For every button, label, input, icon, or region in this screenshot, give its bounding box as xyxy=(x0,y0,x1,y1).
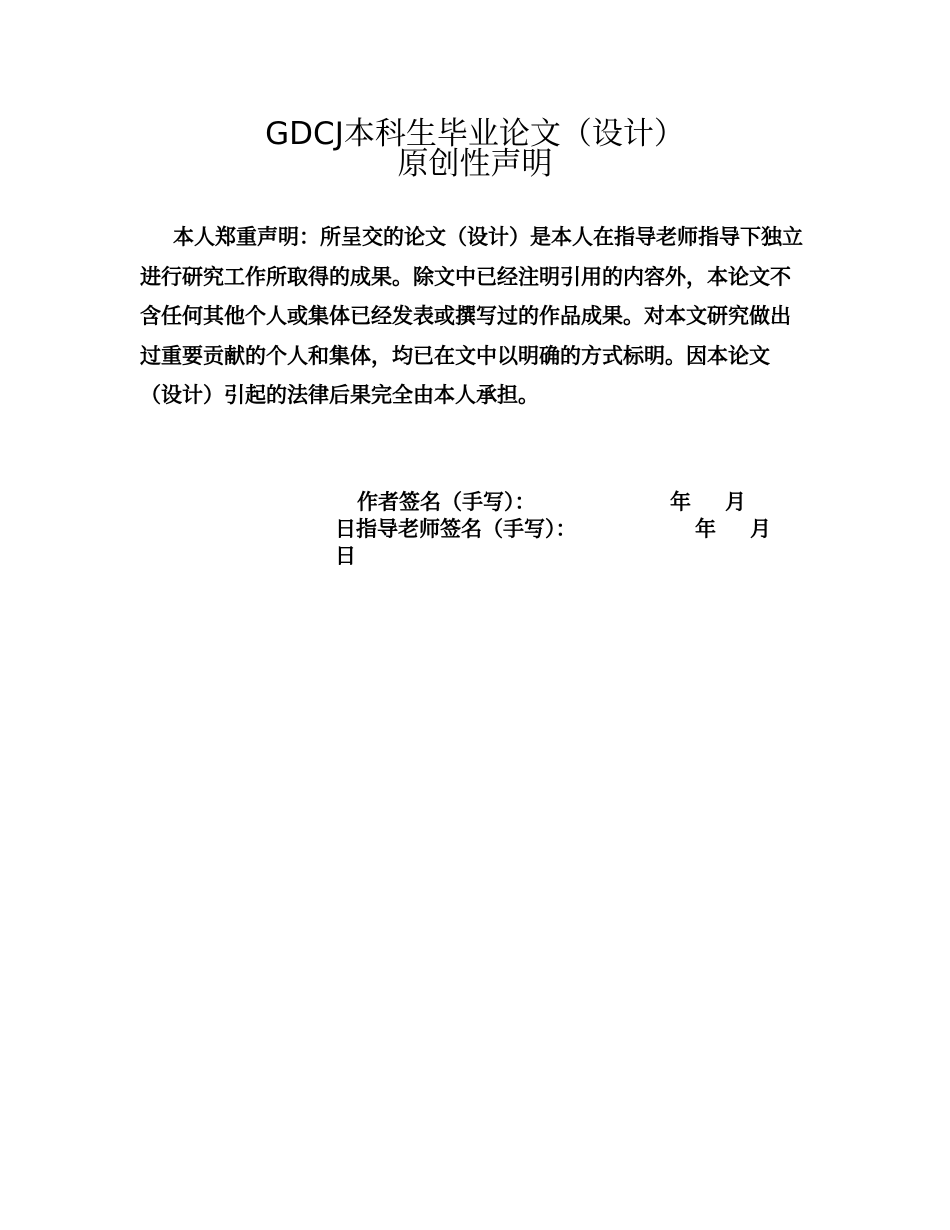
advisor-signature-line xyxy=(335,515,577,543)
advisor-signature-date xyxy=(695,515,771,543)
author-year-label: 年 xyxy=(670,490,691,514)
author-signature-label: 作者签名（手写）： xyxy=(357,490,536,514)
document-title: GDCJ本科生毕业论文（设计） xyxy=(265,116,685,152)
author-month-label: 月 xyxy=(725,490,746,514)
advisor-month-label: 月 xyxy=(750,517,771,541)
advisor-signature-label: 指导老师签名（手写）： xyxy=(356,517,577,541)
advisor-day-label: 日 xyxy=(335,544,356,568)
author-signature-date xyxy=(670,488,746,516)
originality-statement: 本人郑重声明：所呈交的论文（设计）是本人在指导老师指导下独立进行研究工作所取得的成果。除文中已经注明引用的内容外，本论文不含任何其他个人或集体已经发表或撰写过的作品成果。对本文研究做出过重要贡献的个人和集体，均已在文中以明确的方式标明。因本论文（设计）引起的法律后果完全由本人承担。 xyxy=(140,225,803,408)
document-subtitle: 原创性声明 xyxy=(397,146,553,182)
advisor-year-label: 年 xyxy=(695,517,716,541)
author-day-label: 日 xyxy=(335,517,356,541)
